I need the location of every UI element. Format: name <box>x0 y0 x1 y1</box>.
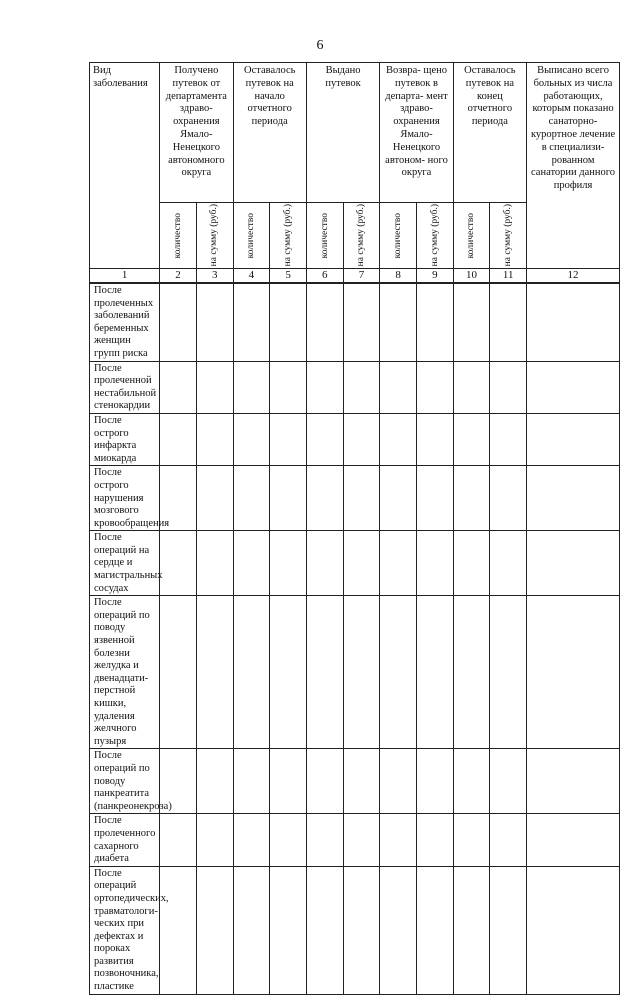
empty-cell[interactable] <box>453 361 490 413</box>
empty-cell[interactable] <box>527 283 620 361</box>
empty-cell[interactable] <box>233 866 270 994</box>
empty-cell[interactable] <box>380 283 417 361</box>
column-number: 2 <box>160 269 197 284</box>
header-received: Получено путевок от департамента здраво- охранения Ямало- Ненецкого автономного округа <box>160 63 233 203</box>
empty-cell[interactable] <box>453 531 490 596</box>
empty-cell[interactable] <box>416 361 453 413</box>
empty-cell[interactable] <box>160 283 197 361</box>
empty-cell[interactable] <box>380 749 417 814</box>
empty-cell[interactable] <box>527 596 620 749</box>
table-row <box>90 466 620 531</box>
header-remaining-start: Оставалось путевок на начало отчетного периода <box>233 63 306 203</box>
empty-cell[interactable] <box>490 596 527 749</box>
empty-cell[interactable] <box>490 361 527 413</box>
empty-cell[interactable] <box>527 466 620 531</box>
empty-cell[interactable] <box>306 866 343 994</box>
table-row <box>90 866 620 994</box>
empty-cell[interactable] <box>490 814 527 866</box>
subheader-sum: на сумму (руб.) <box>196 203 233 269</box>
empty-cell[interactable] <box>416 413 453 465</box>
empty-cell[interactable] <box>270 531 307 596</box>
column-number: 7 <box>343 269 380 284</box>
empty-cell[interactable] <box>306 361 343 413</box>
empty-cell[interactable] <box>453 466 490 531</box>
column-number: 4 <box>233 269 270 284</box>
empty-cell[interactable] <box>196 283 233 361</box>
column-number: 3 <box>196 269 233 284</box>
empty-cell[interactable] <box>527 413 620 465</box>
empty-cell[interactable] <box>416 596 453 749</box>
empty-cell[interactable] <box>160 866 197 994</box>
table-body <box>90 283 620 994</box>
empty-cell[interactable] <box>270 866 307 994</box>
subheader-sum: на сумму (руб.) <box>270 203 307 269</box>
empty-cell[interactable] <box>196 361 233 413</box>
empty-cell[interactable] <box>196 466 233 531</box>
column-number: 10 <box>453 269 490 284</box>
empty-cell[interactable] <box>233 466 270 531</box>
empty-cell[interactable] <box>233 413 270 465</box>
empty-cell[interactable] <box>270 814 307 866</box>
empty-cell[interactable] <box>453 596 490 749</box>
disease-type-cell: После пролеченных заболеваний беременных женщин групп риска <box>90 283 160 361</box>
empty-cell[interactable] <box>196 413 233 465</box>
empty-cell[interactable] <box>343 531 380 596</box>
empty-cell[interactable] <box>233 361 270 413</box>
empty-cell[interactable] <box>453 283 490 361</box>
disease-type-cell: После пролеченной нестабильной стенокардии <box>90 361 160 413</box>
header-disease-type: Вид заболевания <box>90 63 160 269</box>
empty-cell[interactable] <box>160 814 197 866</box>
header-discharged-total: Выписано всего больных из числа работающих, которым показано санаторно- курортное лечение в специализи- рованном санатории данного профиля <box>527 63 620 269</box>
table-row <box>90 749 620 814</box>
subheader-quantity: количество <box>160 203 197 269</box>
column-number: 12 <box>527 269 620 284</box>
table-row <box>90 361 620 413</box>
empty-cell[interactable] <box>196 814 233 866</box>
empty-cell[interactable] <box>416 866 453 994</box>
empty-cell[interactable] <box>233 749 270 814</box>
empty-cell[interactable] <box>416 749 453 814</box>
disease-type-cell: После операций на сердце и магистральных сосудах <box>90 531 160 596</box>
subheader-quantity: количество <box>233 203 270 269</box>
empty-cell[interactable] <box>490 283 527 361</box>
empty-cell[interactable] <box>453 413 490 465</box>
subheader-sum: на сумму (руб.) <box>416 203 453 269</box>
empty-cell[interactable] <box>453 814 490 866</box>
empty-cell[interactable] <box>306 466 343 531</box>
empty-cell[interactable] <box>306 283 343 361</box>
empty-cell[interactable] <box>527 749 620 814</box>
disease-type-cell: После острого инфаркта миокарда <box>90 413 160 465</box>
empty-cell[interactable] <box>380 866 417 994</box>
empty-cell[interactable] <box>380 531 417 596</box>
empty-cell[interactable] <box>343 814 380 866</box>
empty-cell[interactable] <box>527 531 620 596</box>
empty-cell[interactable] <box>416 283 453 361</box>
empty-cell[interactable] <box>380 413 417 465</box>
empty-cell[interactable] <box>160 413 197 465</box>
empty-cell[interactable] <box>270 361 307 413</box>
empty-cell[interactable] <box>416 466 453 531</box>
empty-cell[interactable] <box>233 531 270 596</box>
empty-cell[interactable] <box>160 361 197 413</box>
column-number: 6 <box>306 269 343 284</box>
empty-cell[interactable] <box>490 749 527 814</box>
empty-cell[interactable] <box>306 413 343 465</box>
empty-cell[interactable] <box>160 531 197 596</box>
empty-cell[interactable] <box>416 531 453 596</box>
subheader-sum: на сумму (руб.) <box>343 203 380 269</box>
empty-cell[interactable] <box>416 814 453 866</box>
sanatorium-vouchers-table <box>89 62 620 995</box>
column-number: 5 <box>270 269 307 284</box>
empty-cell[interactable] <box>490 866 527 994</box>
subheader-quantity: количество <box>380 203 417 269</box>
empty-cell[interactable] <box>270 466 307 531</box>
subheader-sum: на сумму (руб.) <box>490 203 527 269</box>
empty-cell[interactable] <box>527 814 620 866</box>
empty-cell[interactable] <box>380 466 417 531</box>
empty-cell[interactable] <box>233 596 270 749</box>
disease-type-cell: После операций по поводу панкреатита (панкреонекроза) <box>90 749 160 814</box>
empty-cell[interactable] <box>453 866 490 994</box>
empty-cell[interactable] <box>196 749 233 814</box>
disease-type-cell: После пролеченного сахарного диабета <box>90 814 160 866</box>
empty-cell[interactable] <box>343 866 380 994</box>
header-row <box>90 63 620 203</box>
column-number: 1 <box>90 269 160 284</box>
empty-cell[interactable] <box>306 531 343 596</box>
table-row <box>90 283 620 361</box>
empty-cell[interactable] <box>343 283 380 361</box>
empty-cell[interactable] <box>343 466 380 531</box>
column-number: 8 <box>380 269 417 284</box>
empty-cell[interactable] <box>453 749 490 814</box>
empty-cell[interactable] <box>490 466 527 531</box>
empty-cell[interactable] <box>527 361 620 413</box>
table-row <box>90 814 620 866</box>
empty-cell[interactable] <box>527 866 620 994</box>
empty-cell[interactable] <box>380 596 417 749</box>
disease-type-cell: После операций по поводу язвенной болезни желудка и двенадцати- перстной кишки, удаления желчного пузыря <box>90 596 160 749</box>
empty-cell[interactable] <box>490 413 527 465</box>
empty-cell[interactable] <box>380 361 417 413</box>
empty-cell[interactable] <box>196 866 233 994</box>
empty-cell[interactable] <box>343 361 380 413</box>
header-returned: Возвра- щено путевок в департа- мент здраво- охранения Ямало- Ненецкого автоном- ного округа <box>380 63 453 203</box>
column-number: 9 <box>416 269 453 284</box>
empty-cell[interactable] <box>270 596 307 749</box>
empty-cell[interactable] <box>343 596 380 749</box>
empty-cell[interactable] <box>270 749 307 814</box>
empty-cell[interactable] <box>380 814 417 866</box>
empty-cell[interactable] <box>306 814 343 866</box>
column-number: 11 <box>490 269 527 284</box>
empty-cell[interactable] <box>306 596 343 749</box>
empty-cell[interactable] <box>306 749 343 814</box>
empty-cell[interactable] <box>233 814 270 866</box>
empty-cell[interactable] <box>270 413 307 465</box>
empty-cell[interactable] <box>270 283 307 361</box>
page-number: 6 <box>316 38 324 53</box>
disease-type-cell: После операций ортопедических, травматологи- ческих при дефектах и пороках развития позвоночника, пластике <box>90 866 160 994</box>
disease-type-cell: После острого нарушения мозгового кровообращения <box>90 466 160 531</box>
header-issued: Выдано путевок <box>306 63 379 203</box>
table-row <box>90 531 620 596</box>
empty-cell[interactable] <box>490 531 527 596</box>
table-row <box>90 413 620 465</box>
column-number-row <box>90 269 620 284</box>
table-row <box>90 596 620 749</box>
empty-cell[interactable] <box>160 596 197 749</box>
empty-cell[interactable] <box>233 283 270 361</box>
empty-cell[interactable] <box>343 749 380 814</box>
subheader-quantity: количество <box>306 203 343 269</box>
empty-cell[interactable] <box>343 413 380 465</box>
header-remaining-end: Оставалось путевок на конец отчетного периода <box>453 63 526 203</box>
empty-cell[interactable] <box>196 596 233 749</box>
subheader-quantity: количество <box>453 203 490 269</box>
empty-cell[interactable] <box>196 531 233 596</box>
